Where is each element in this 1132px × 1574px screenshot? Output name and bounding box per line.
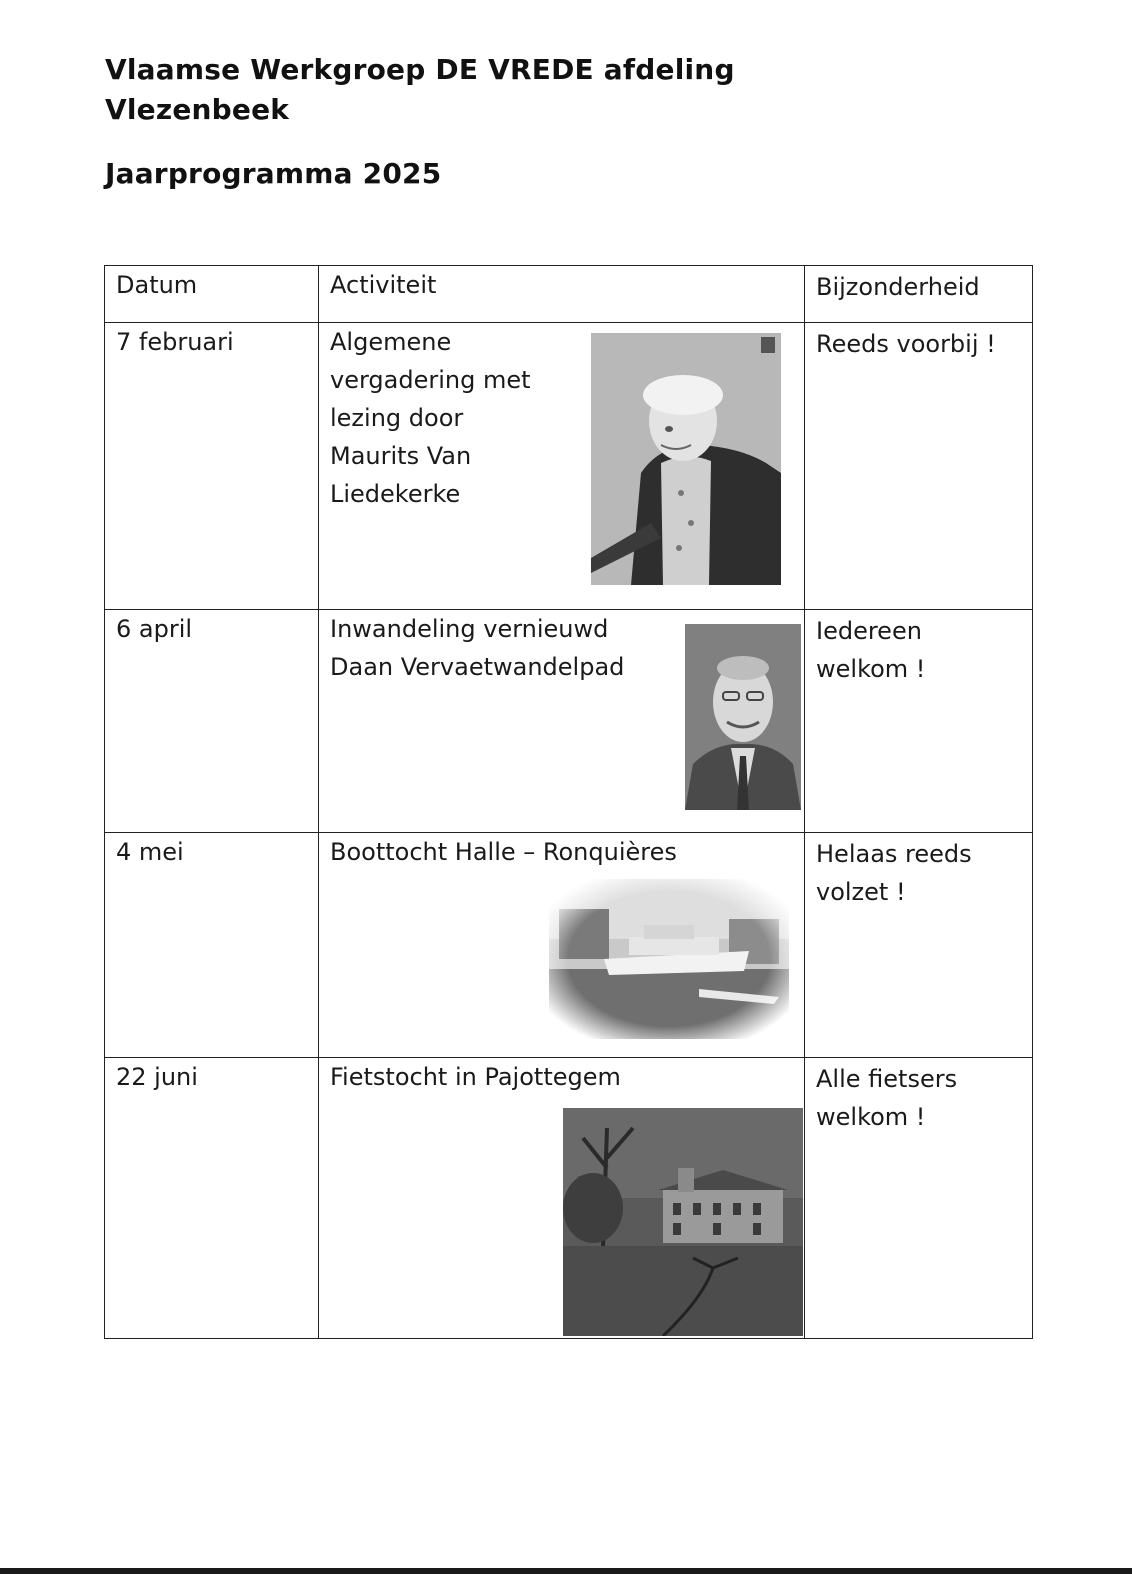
header-activiteit: Activiteit xyxy=(319,266,805,323)
scan-edge xyxy=(0,1568,1132,1574)
note-line: Iedereen xyxy=(816,617,922,645)
activity-line: Boottocht Halle – Ronquières xyxy=(330,838,677,866)
note-line: welkom ! xyxy=(816,1103,926,1131)
activity-line: Liedekerke xyxy=(330,480,461,508)
activity-cell xyxy=(319,323,805,610)
note-line: volzet ! xyxy=(816,878,906,906)
portrait-photo xyxy=(685,624,801,810)
activity-cell xyxy=(319,610,805,833)
castle-photo xyxy=(563,1108,803,1336)
note-cell xyxy=(805,610,1033,833)
table-header-row xyxy=(105,266,1033,323)
header-bijzonderheid: Bijzonderheid xyxy=(805,266,1033,323)
note-line: welkom ! xyxy=(816,655,926,683)
note-line: Helaas reeds xyxy=(816,840,972,868)
note-cell xyxy=(805,323,1033,610)
activity-cell xyxy=(319,833,805,1058)
activity-line: Daan Vervaetwandelpad xyxy=(330,653,625,681)
program-title: Jaarprogramma 2025 xyxy=(105,157,442,190)
activity-line: vergadering met xyxy=(330,366,531,394)
note-line: Reeds voorbij ! xyxy=(816,330,996,358)
table-row xyxy=(105,610,1033,833)
boat-photo xyxy=(549,879,789,1039)
date-cell: 4 mei xyxy=(105,833,319,1058)
activity-line: Maurits Van xyxy=(330,442,472,470)
table-row xyxy=(105,833,1033,1058)
speaker-photo xyxy=(591,333,781,585)
date-cell: 6 april xyxy=(105,610,319,833)
table-row xyxy=(105,323,1033,610)
activity-cell xyxy=(319,1058,805,1339)
date-cell: 7 februari xyxy=(105,323,319,610)
activity-line: Fietstocht in Pajottegem xyxy=(330,1063,621,1091)
note-cell xyxy=(805,833,1033,1058)
date-cell: 22 juni xyxy=(105,1058,319,1339)
activity-line: lezing door xyxy=(330,404,464,432)
header-datum: Datum xyxy=(105,266,319,323)
activity-line: Inwandeling vernieuwd xyxy=(330,615,609,643)
activity-line: Algemene xyxy=(330,328,452,356)
program-table xyxy=(104,265,1033,1339)
note-line: Alle fietsers xyxy=(816,1065,958,1093)
note-cell xyxy=(805,1058,1033,1339)
table-row xyxy=(105,1058,1033,1339)
organization-title: Vlaamse Werkgroep DE VREDE afdeling xyxy=(105,53,735,86)
organization-location: Vlezenbeek xyxy=(105,93,290,126)
